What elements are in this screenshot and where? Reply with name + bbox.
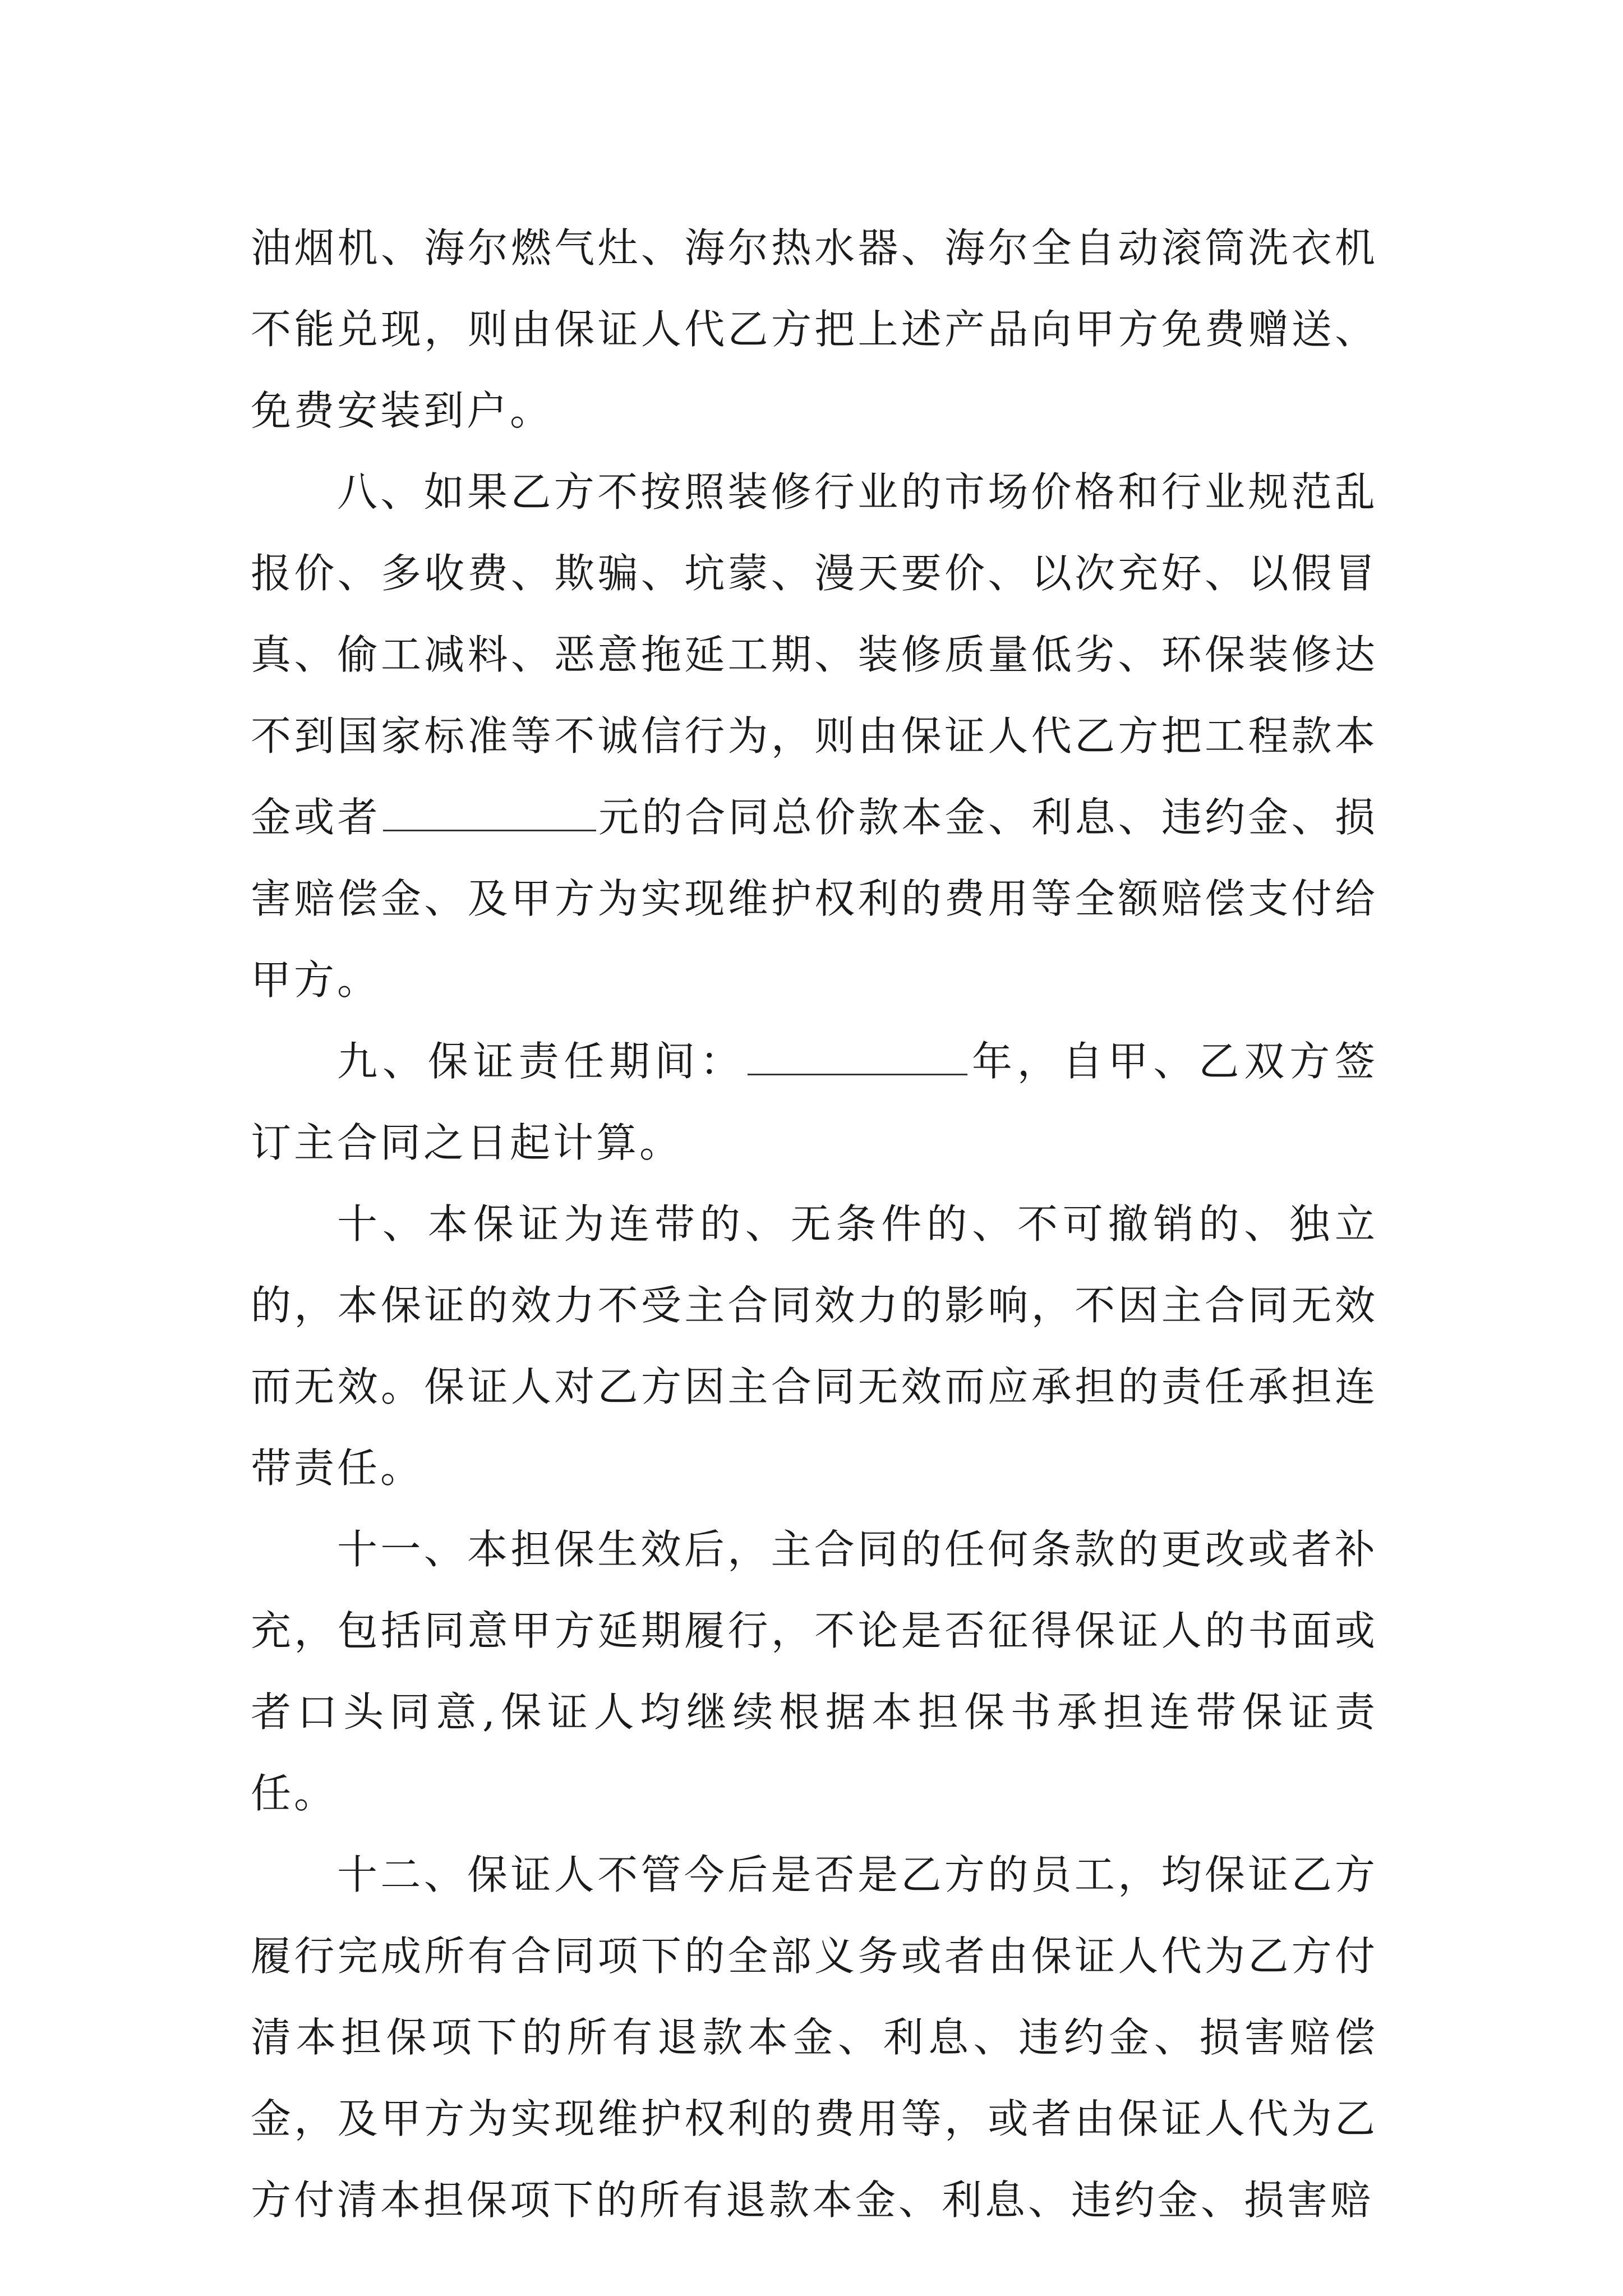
guarantee-years-blank-field[interactable] [748, 1036, 967, 1075]
paragraph-clause-8 [251, 452, 1378, 1021]
paragraph-clause-9 [251, 1021, 1378, 1184]
clause-8-text-before-blank: 八、如果乙方不按照装修行业的市场价格和行业规范乱报价、多收费、欺骗、坑蒙、漫天要价、以次充好、以假冒真、偷工减料、恶意拖延工期、装修质量低劣、环保装修达不到国家标准等不诚信行为，则由保证人代乙方把工程款本金或者 [251, 468, 1378, 841]
paragraph-appliance-clause: 油烟机、海尔燃气灶、海尔热水器、海尔全自动滚筒洗衣机不能兑现，则由保证人代乙方把上述产品向甲方免费赠送、免费安装到户。 [251, 224, 1378, 434]
paragraph-clause-11: 十一、本担保生效后，主合同的任何条款的更改或者补充，包括同意甲方延期履行，不论是否征得保证人的书面或者口头同意,保证人均继续根据本担保书承担连带保证责任。 [251, 1526, 1378, 1817]
clause-8-text-after-blank: 元的合同总价款本金、利息、违约金、损害赔偿金、及甲方为实现维护权利的费用等全额赔偿支付给甲方。 [251, 794, 1378, 1004]
clause-9-text-after-blank: 年，自甲、乙双方签订主合同之日起计算。 [251, 1038, 1378, 1166]
clause-9-text-before-blank: 九、保证责任期间： [337, 1038, 745, 1085]
amount-blank-field[interactable] [383, 792, 596, 831]
paragraph-clause-12: 十二、保证人不管今后是否是乙方的员工，均保证乙方履行完成所有合同项下的全部义务或者由保证人代为乙方付清本担保项下的所有退款本金、利息、违约金、损害赔偿金，及甲方为实现维护权利的费用等，或者由保证人代为乙方付清本担保项下的所有退款本金、利息、违约金、损害赔 [251, 1851, 1378, 2224]
document-body [251, 208, 1378, 2241]
paragraph-clause-10: 十、本保证为连带的、无条件的、不可撤销的、独立的，本保证的效力不受主合同效力的影响，不因主合同无效而无效。保证人对乙方因主合同无效而应承担的责任承担连带责任。 [251, 1200, 1378, 1492]
